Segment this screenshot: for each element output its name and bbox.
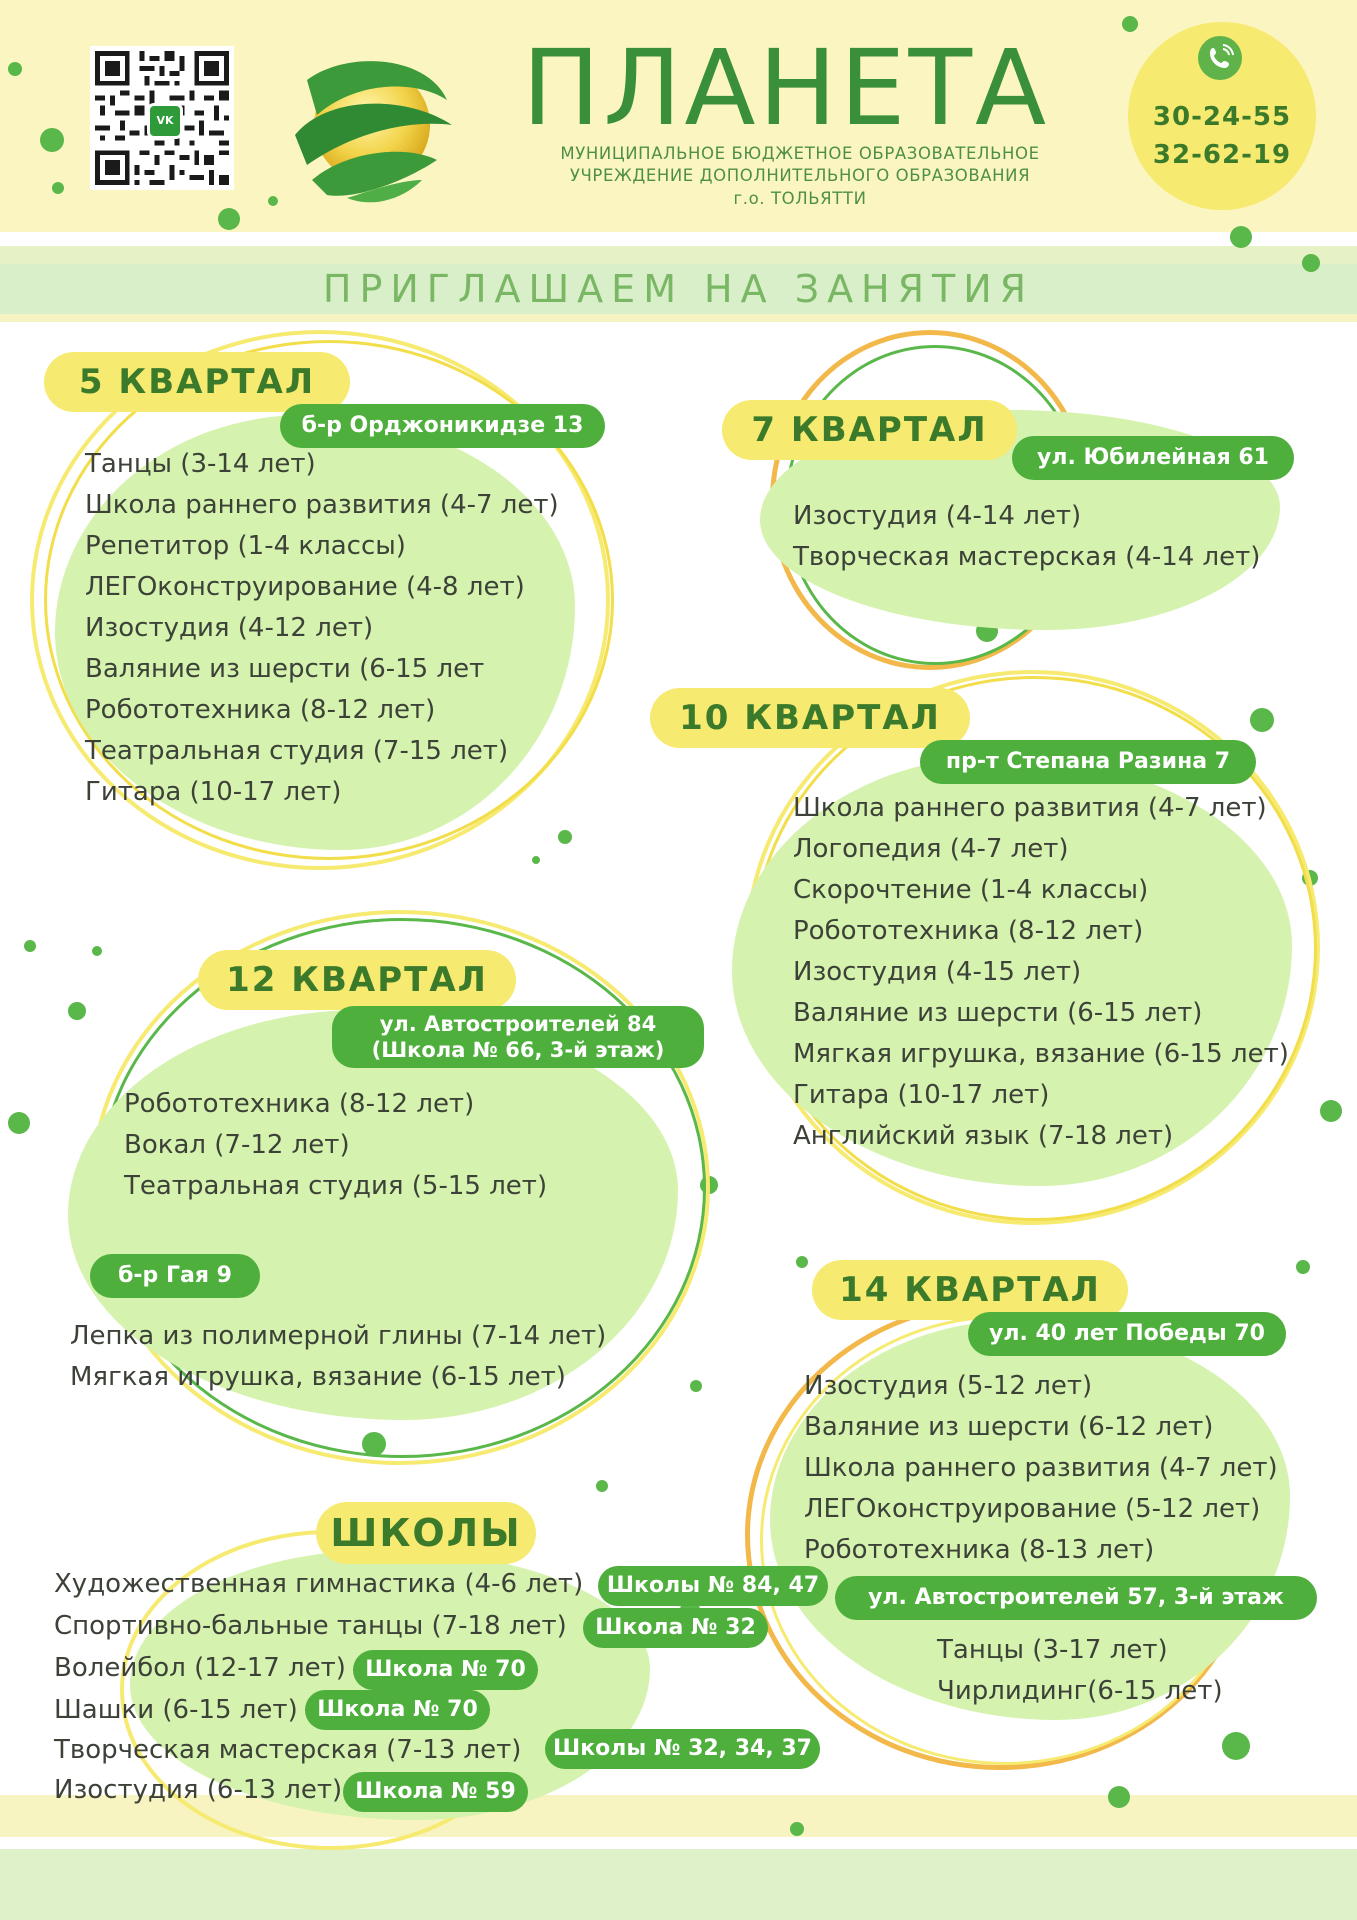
stripe bbox=[0, 314, 1357, 322]
list-item: Гитара (10-17 лет) bbox=[793, 1080, 1050, 1110]
phone-number[interactable]: 32-62-19 bbox=[1152, 140, 1292, 170]
dot bbox=[92, 946, 102, 956]
list-item: Вокал (7-12 лет) bbox=[124, 1130, 350, 1160]
q10-title: 10 КВАРТАЛ bbox=[650, 688, 970, 748]
list-item: Мягкая игрушка, вязание (6-15 лет) bbox=[793, 1039, 1289, 1069]
school-activity: Волейбол (12-17 лет) bbox=[54, 1653, 346, 1683]
address-line: (Школа № 66, 3-й этаж) bbox=[371, 1038, 665, 1062]
list-item: Робототехника (8-12 лет) bbox=[85, 695, 436, 725]
q7-title: 7 КВАРТАЛ bbox=[722, 400, 1017, 460]
dot bbox=[1222, 1732, 1250, 1760]
q12-address bbox=[332, 1006, 704, 1068]
list-item: Театральная студия (7-15 лет) bbox=[85, 736, 509, 766]
brand-subtitle: г.о. ТОЛЬЯТТИ bbox=[733, 189, 867, 208]
q7-address: ул. Юбилейная 61 bbox=[1012, 436, 1294, 480]
planet-logo bbox=[287, 40, 457, 210]
dot bbox=[690, 1380, 702, 1392]
dot bbox=[1108, 1786, 1130, 1808]
list-item: Мягкая игрушка, вязание (6-15 лет) bbox=[70, 1362, 566, 1392]
list-item: Школа раннего развития (4-7 лет) bbox=[793, 793, 1267, 823]
list-item: Репетитор (1-4 классы) bbox=[85, 531, 406, 561]
dot bbox=[790, 1822, 804, 1836]
school-badge: Школа № 59 bbox=[343, 1772, 528, 1812]
schools-title: ШКОЛЫ bbox=[316, 1502, 536, 1564]
school-activity: Шашки (6-15 лет) bbox=[54, 1695, 298, 1725]
dot bbox=[558, 830, 572, 844]
dot bbox=[8, 1112, 30, 1134]
school-badge: Школы № 32, 34, 37 bbox=[545, 1729, 820, 1769]
stripe bbox=[0, 246, 1357, 264]
dot bbox=[8, 62, 22, 76]
dot bbox=[68, 1002, 86, 1020]
dot bbox=[218, 208, 240, 230]
stripe bbox=[0, 232, 1357, 246]
list-item: Изостудия (4-12 лет) bbox=[85, 613, 374, 643]
list-item: Творческая мастерская (4-14 лет) bbox=[793, 542, 1261, 572]
schools-row bbox=[54, 1648, 346, 1689]
footer-stripe bbox=[0, 1837, 1357, 1849]
list-item: Робототехника (8-12 лет) bbox=[793, 916, 1144, 946]
school-activity: Художественная гимнастика (4-6 лет) bbox=[54, 1569, 584, 1599]
school-activity: Творческая мастерская (7-13 лет) bbox=[54, 1735, 522, 1765]
dot bbox=[796, 1256, 808, 1268]
vk-icon: VK bbox=[147, 103, 183, 139]
list-item: Валяние из шерсти (6-15 лет bbox=[85, 654, 485, 684]
q12-title: 12 КВАРТАЛ bbox=[198, 950, 516, 1010]
dot bbox=[52, 182, 64, 194]
dot bbox=[596, 1480, 608, 1492]
list-item: Изостудия (4-15 лет) bbox=[793, 957, 1082, 987]
list-item: Робототехника (8-13 лет) bbox=[804, 1535, 1155, 1565]
schools-row bbox=[54, 1564, 583, 1605]
q14-address: ул. 40 лет Победы 70 bbox=[968, 1312, 1286, 1356]
list-item: Изостудия (5-12 лет) bbox=[804, 1371, 1093, 1401]
q12-address2: б-р Гая 9 bbox=[90, 1254, 260, 1298]
q10-address: пр-т Степана Разина 7 bbox=[920, 740, 1256, 784]
list-item: Валяние из шерсти (6-15 лет) bbox=[793, 998, 1203, 1028]
school-badge: Школа № 32 bbox=[583, 1608, 768, 1648]
list-item: Робототехника (8-12 лет) bbox=[124, 1089, 475, 1119]
q10-list bbox=[793, 788, 1289, 1157]
q12-list2 bbox=[70, 1316, 606, 1398]
dot bbox=[268, 196, 278, 206]
list-item: Танцы (3-17 лет) bbox=[937, 1635, 1168, 1665]
q14-list2 bbox=[937, 1630, 1223, 1712]
address-line: ул. Автостроителей 84 bbox=[379, 1012, 657, 1036]
phone-icon bbox=[1198, 36, 1242, 80]
school-activity: Спортивно-бальные танцы (7-18 лет) bbox=[54, 1611, 567, 1641]
brand-subtitle: УЧРЕЖДЕНИЕ ДОПОЛНИТЕЛЬНОГО ОБРАЗОВАНИЯ bbox=[569, 166, 1031, 185]
q12-list bbox=[124, 1084, 547, 1207]
school-activity: Изостудия (6-13 лет) bbox=[54, 1775, 343, 1805]
list-item: Лепка из полимерной глины (7-14 лет) bbox=[70, 1321, 607, 1351]
school-badge: Школы № 84, 47 bbox=[598, 1566, 828, 1606]
dot bbox=[24, 940, 36, 952]
q14-title: 14 КВАРТАЛ bbox=[812, 1260, 1128, 1320]
list-item: ЛЕГОконструирование (5-12 лет) bbox=[804, 1494, 1261, 1524]
dot bbox=[532, 856, 540, 864]
q5-address: б-р Орджоникидзе 13 bbox=[280, 404, 605, 448]
schools-row bbox=[54, 1606, 567, 1647]
dot bbox=[1230, 226, 1252, 248]
list-item: Танцы (3-14 лет) bbox=[85, 449, 316, 479]
dot bbox=[40, 128, 64, 152]
dot bbox=[1250, 708, 1274, 732]
q5-title: 5 КВАРТАЛ bbox=[44, 352, 350, 412]
dot bbox=[1122, 16, 1138, 32]
list-item: ЛЕГОконструирование (4-8 лет) bbox=[85, 572, 525, 602]
brand-subtitle: МУНИЦИПАЛЬНОЕ БЮДЖЕТНОЕ ОБРАЗОВАТЕЛЬНОЕ bbox=[560, 144, 1040, 163]
dot bbox=[1296, 1260, 1310, 1274]
list-item: Скорочтение (1-4 классы) bbox=[793, 875, 1149, 905]
list-item: Театральная студия (5-15 лет) bbox=[124, 1171, 548, 1201]
q5-list bbox=[85, 444, 559, 813]
schools-row bbox=[54, 1730, 521, 1771]
list-item: Английский язык (7-18 лет) bbox=[793, 1121, 1174, 1151]
phone-number[interactable]: 30-24-55 bbox=[1152, 102, 1292, 132]
list-item: Школа раннего развития (4-7 лет) bbox=[804, 1453, 1278, 1483]
schools-row bbox=[54, 1690, 298, 1731]
school-badge: Школа № 70 bbox=[353, 1650, 538, 1690]
q7-list bbox=[793, 496, 1260, 578]
school-badge: Школа № 70 bbox=[305, 1690, 490, 1730]
brand-title: ПЛАНЕТА bbox=[522, 27, 1050, 149]
dot bbox=[1320, 1100, 1342, 1122]
q14-address2: ул. Автостроителей 57, 3-й этаж bbox=[835, 1576, 1317, 1620]
list-item: Гитара (10-17 лет) bbox=[85, 777, 342, 807]
list-item: Чирлидинг(6-15 лет) bbox=[937, 1676, 1223, 1706]
list-item: Логопедия (4-7 лет) bbox=[793, 834, 1069, 864]
schools-row bbox=[54, 1770, 342, 1811]
footer-stripe bbox=[0, 1849, 1357, 1920]
list-item: Валяние из шерсти (6-12 лет) bbox=[804, 1412, 1214, 1442]
list-item: Школа раннего развития (4-7 лет) bbox=[85, 490, 559, 520]
list-item: Изостудия (4-14 лет) bbox=[793, 501, 1082, 531]
q14-list bbox=[804, 1366, 1278, 1571]
invite-heading: ПРИГЛАШАЕМ НА ЗАНЯТИЯ bbox=[322, 267, 1035, 311]
